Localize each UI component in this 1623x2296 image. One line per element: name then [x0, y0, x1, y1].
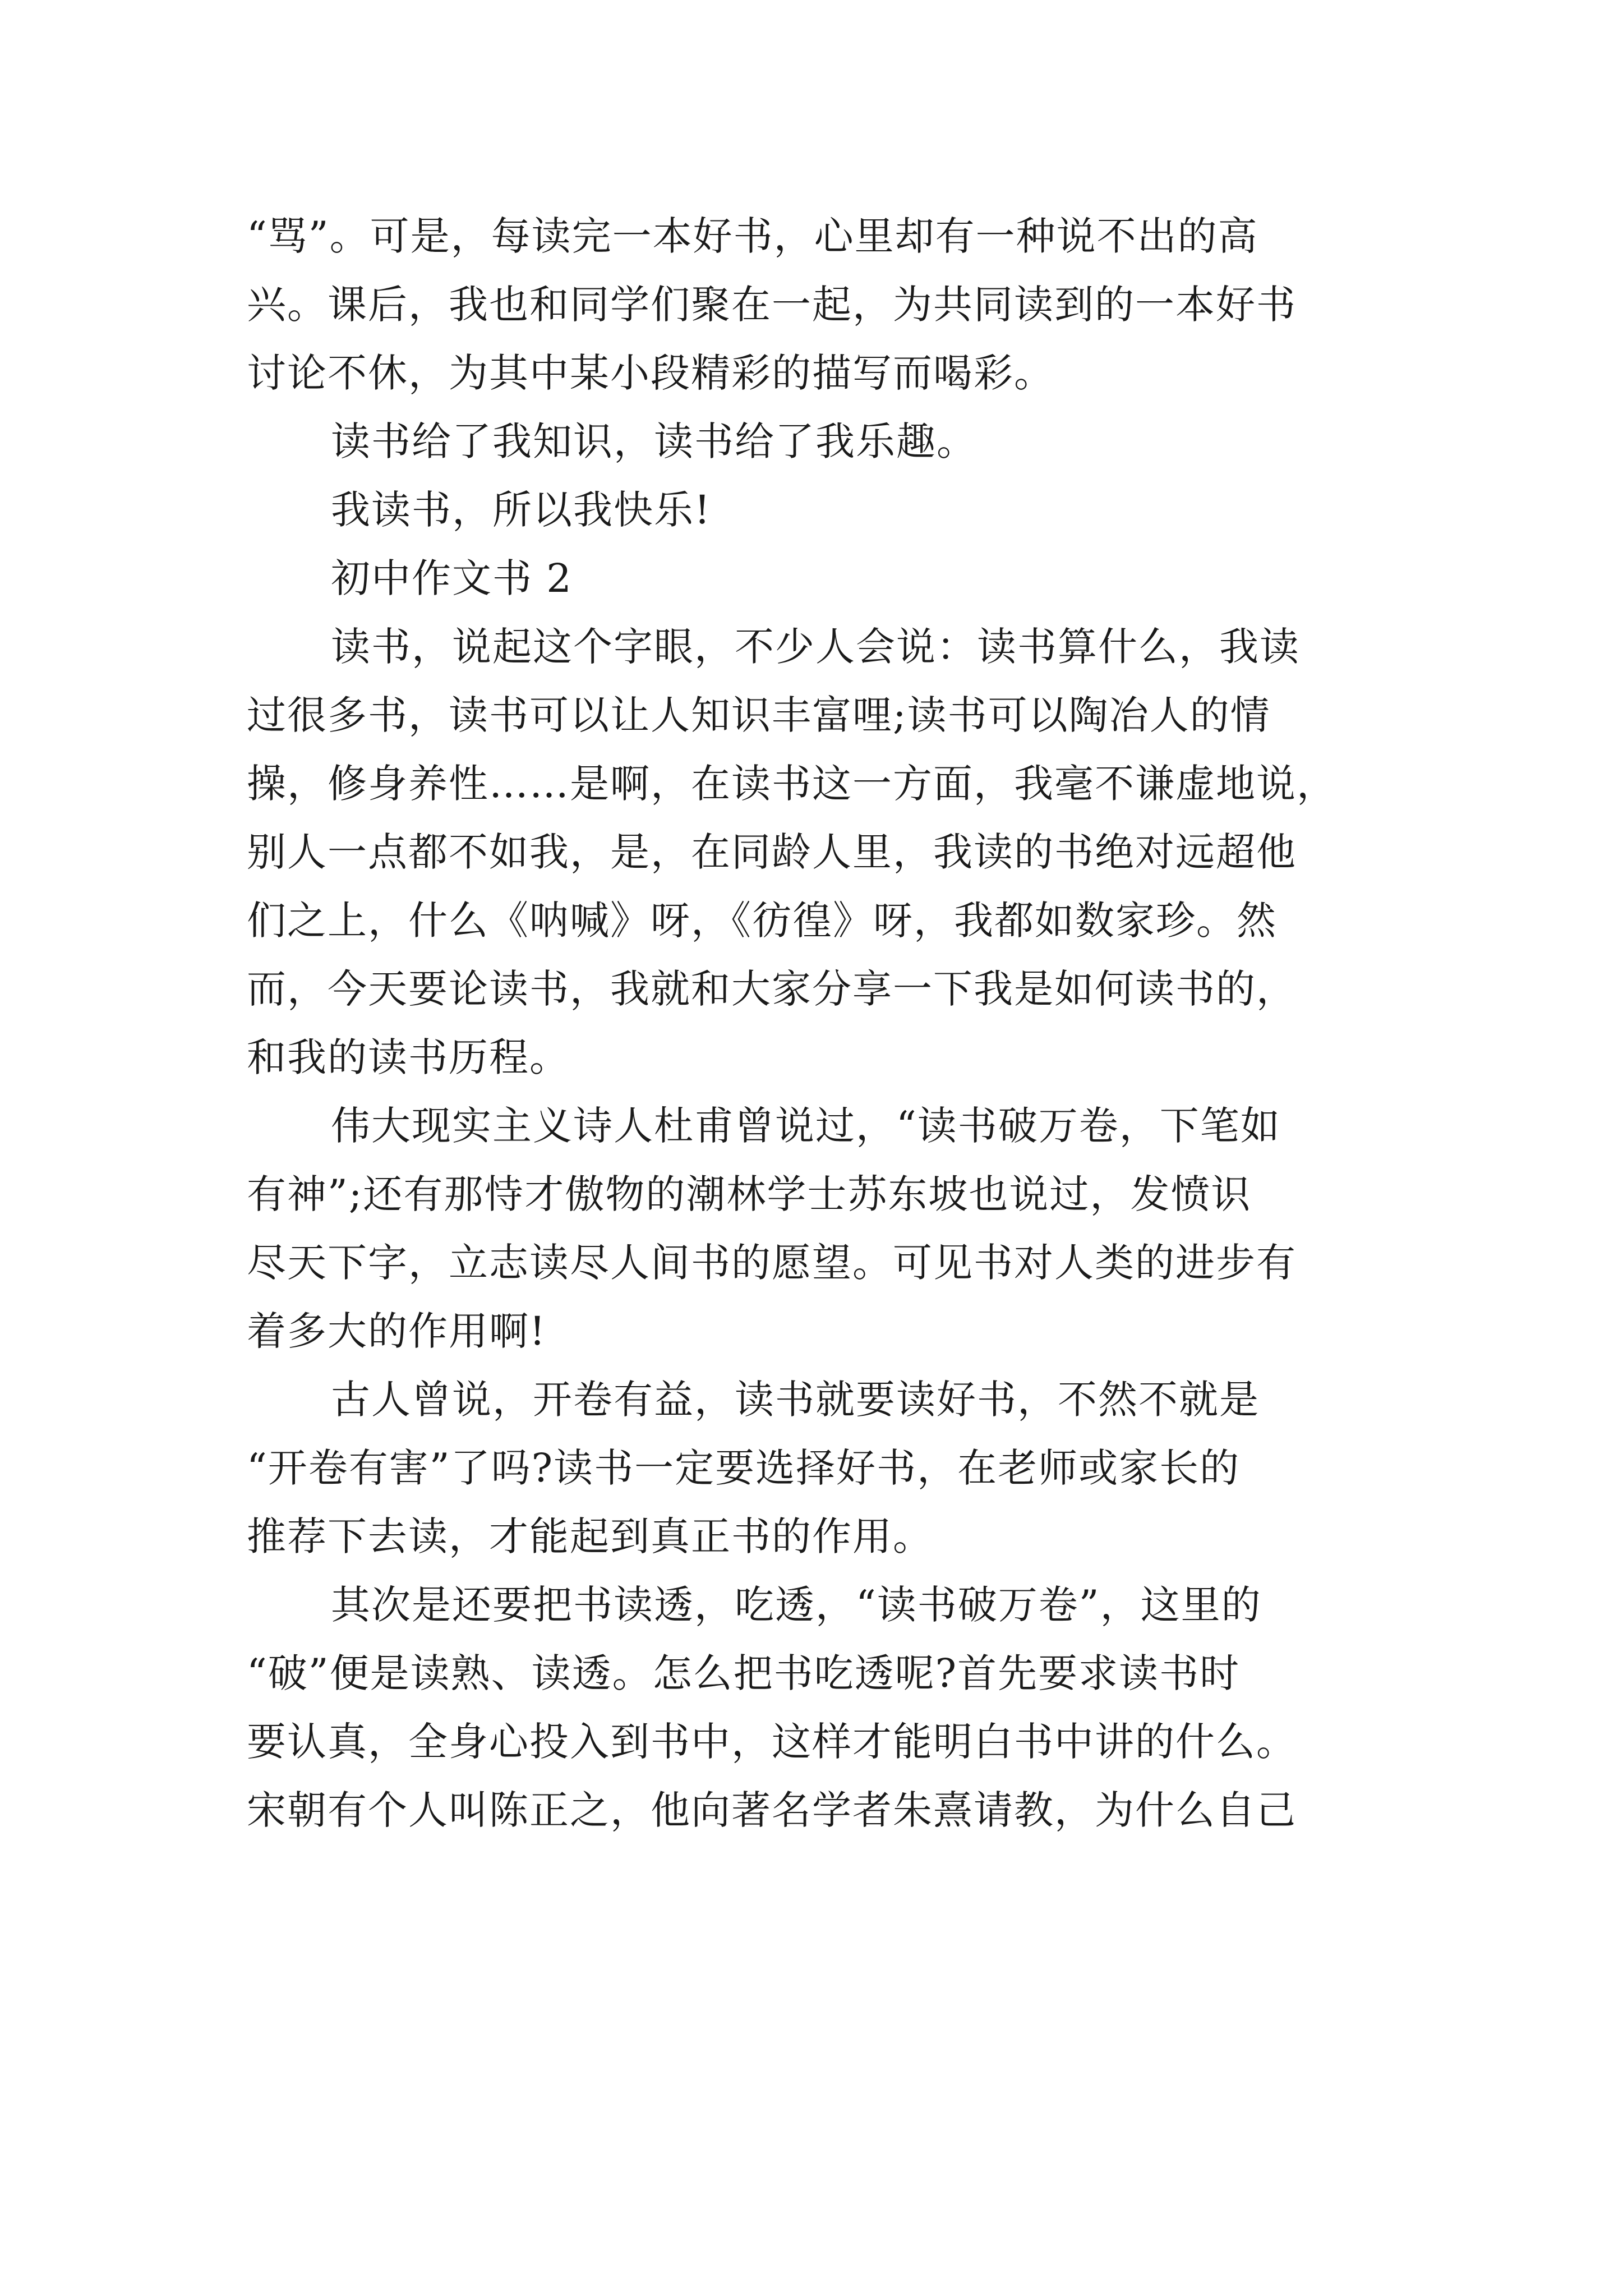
text-line: 们之上，什么《呐喊》呀，《彷徨》呀，我都如数家珍。然	[247, 898, 1277, 944]
text-line: 古人曾说，开卷有益，读书就要读好书，不然不就是	[331, 1377, 1260, 1423]
text-line: 有神”;还有那恃才傲物的潮林学士苏东坡也说过，发愤识	[247, 1171, 1252, 1217]
text-line: “骂”。可是，每读完一本好书，心里却有一种说不出的高	[247, 213, 1258, 259]
text-line: 读书，说起这个字眼，不少人会说：读书算什么，我读	[331, 624, 1300, 670]
text-line: 过很多书，读书可以让人知识丰富哩;读书可以陶冶人的情	[247, 692, 1271, 738]
text-line: 其次是还要把书读透，吃透，“读书破万卷”，这里的	[331, 1582, 1262, 1628]
text-line: 伟大现实主义诗人杜甫曾说过，“读书破万卷，下笔如	[331, 1103, 1281, 1149]
text-line: 操，修身养性……是啊，在读书这一方面，我毫不谦虚地说，	[247, 761, 1337, 807]
text-line: 兴。课后，我也和同学们聚在一起，为共同读到的一本好书	[247, 282, 1297, 328]
text-line: “开卷有害”了吗?读书一定要选择好书，在老师或家长的	[247, 1445, 1241, 1491]
text-line: 推荐下去读，才能起到真正书的作用。	[247, 1513, 933, 1559]
text-line: 别人一点都不如我，是，在同龄人里，我读的书绝对远超他	[247, 829, 1297, 875]
text-line: 要认真，全身心投入到书中，这样才能明白书中讲的什么。	[247, 1719, 1297, 1765]
text-line: 讨论不休，为其中某小段精彩的描写而喝彩。	[247, 350, 1054, 396]
text-line: 尽天下字，立志读尽人间书的愿望。可见书对人类的进步有	[247, 1240, 1297, 1286]
text-line: 而，今天要论读书，我就和大家分享一下我是如何读书的，	[247, 966, 1297, 1012]
text-line: 宋朝有个人叫陈正之，他向著名学者朱熹请教，为什么自己	[247, 1787, 1297, 1833]
text-line: 读书给了我知识，读书给了我乐趣。	[331, 418, 977, 464]
section-heading: 初中作文书 2	[331, 555, 573, 601]
text-line: 着多大的作用啊!	[247, 1308, 547, 1354]
text-line: 和我的读书历程。	[247, 1034, 570, 1080]
text-line: “破”便是读熟、读透。怎么把书吃透呢?首先要求读书时	[247, 1650, 1241, 1696]
essay-body	[247, 202, 1413, 1844]
text-line: 我读书，所以我快乐!	[331, 487, 712, 533]
